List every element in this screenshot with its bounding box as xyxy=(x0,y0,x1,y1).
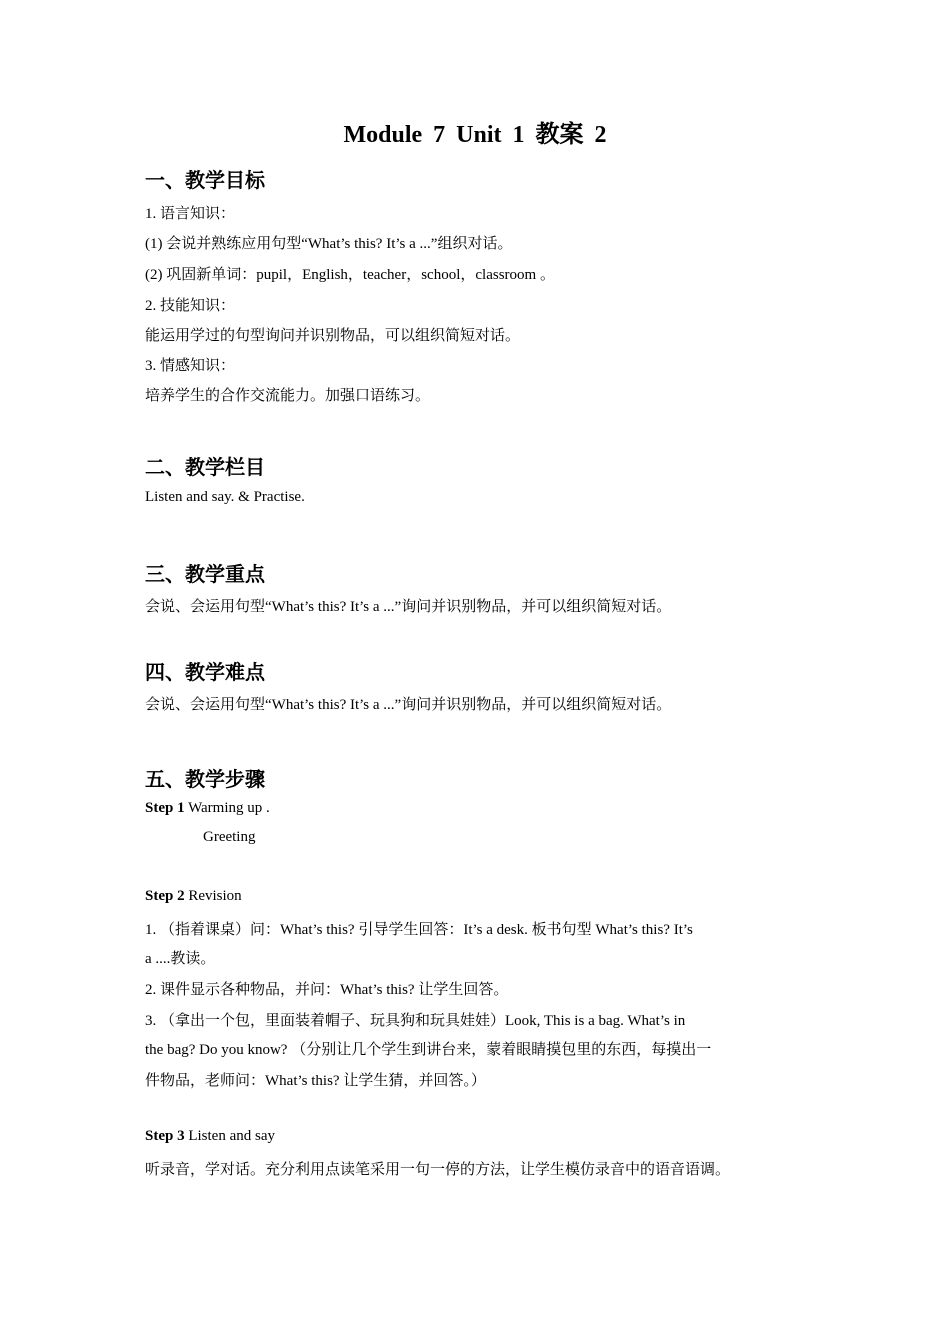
objectives-line-3: (2) 巩固新单词：pupil，English，teacher，school，classroom 。 xyxy=(145,267,555,283)
step1-title: Warming up . xyxy=(184,800,270,816)
difficulties-line-1: 会说、会运用句型“What’s this? It’s a ...”询问并识别物品，并可以组织简短对话。 xyxy=(145,697,672,713)
step2-line xyxy=(145,888,242,905)
objectives-line-1: 1. 语言知识： xyxy=(145,206,236,222)
step3-label: Step 3 xyxy=(145,1128,185,1144)
step3-line-1: 听录音，学对话。充分利用点读笔采用一句一停的方法，让学生模仿录音中的语音语调。 xyxy=(145,1162,731,1178)
step1-line xyxy=(145,800,270,817)
section-heading-steps: 五、教学步骤 xyxy=(145,767,265,791)
step2-line-4: 3. （拿出一个包，里面装着帽子、玩具狗和玩具娃娃）Look, This is a bag. What’s in xyxy=(145,1013,686,1029)
step1-label: Step 1 xyxy=(145,800,185,816)
objectives-line-6: 3. 情感知识： xyxy=(145,358,236,374)
step3-line xyxy=(145,1128,275,1145)
step1-detail: Greeting xyxy=(203,829,256,845)
step2-line-3: 2. 课件显示各种物品，并问：What’s this? 让学生回答。 xyxy=(145,982,509,998)
section-heading-objectives: 一、教学目标 xyxy=(145,168,265,192)
step2-label: Step 2 xyxy=(145,888,185,904)
objectives-line-4: 2. 技能知识： xyxy=(145,298,236,314)
key-points-line-1: 会说、会运用句型“What’s this? It’s a ...”询问并识别物品，并可以组织简短对话。 xyxy=(145,599,672,615)
objectives-line-5: 能运用学过的句型询问并识别物品，可以组织简短对话。 xyxy=(145,328,521,344)
section-heading-difficulties: 四、教学难点 xyxy=(145,660,265,684)
step2-line-2: a ....教读。 xyxy=(145,951,216,967)
columns-line-1: Listen and say. & Practise. xyxy=(145,489,305,505)
step2-line-1: 1. （指着课桌）问：What’s this? 引导学生回答：It’s a desk. 板书句型 What’s this? It’s xyxy=(145,922,693,938)
document-title: Module 7 Unit 1 教案 2 xyxy=(343,122,607,148)
objectives-line-7: 培养学生的合作交流能力。加强口语练习。 xyxy=(145,388,431,404)
objectives-line-2: (1) 会说并熟练应用句型“What’s this? It’s a ...”组织对话。 xyxy=(145,236,513,252)
section-heading-key-points: 三、教学重点 xyxy=(145,562,265,586)
section-heading-columns: 二、教学栏目 xyxy=(145,455,265,479)
step3-title: Listen and say xyxy=(184,1128,275,1144)
step2-line-6: 件物品，老师问：What’s this? 让学生猜，并回答。） xyxy=(145,1073,486,1089)
step2-title: Revision xyxy=(184,888,242,904)
step2-line-5: the bag? Do you know? （分别让几个学生到讲台来，蒙着眼睛摸包里的东西，每摸出一 xyxy=(145,1042,712,1058)
